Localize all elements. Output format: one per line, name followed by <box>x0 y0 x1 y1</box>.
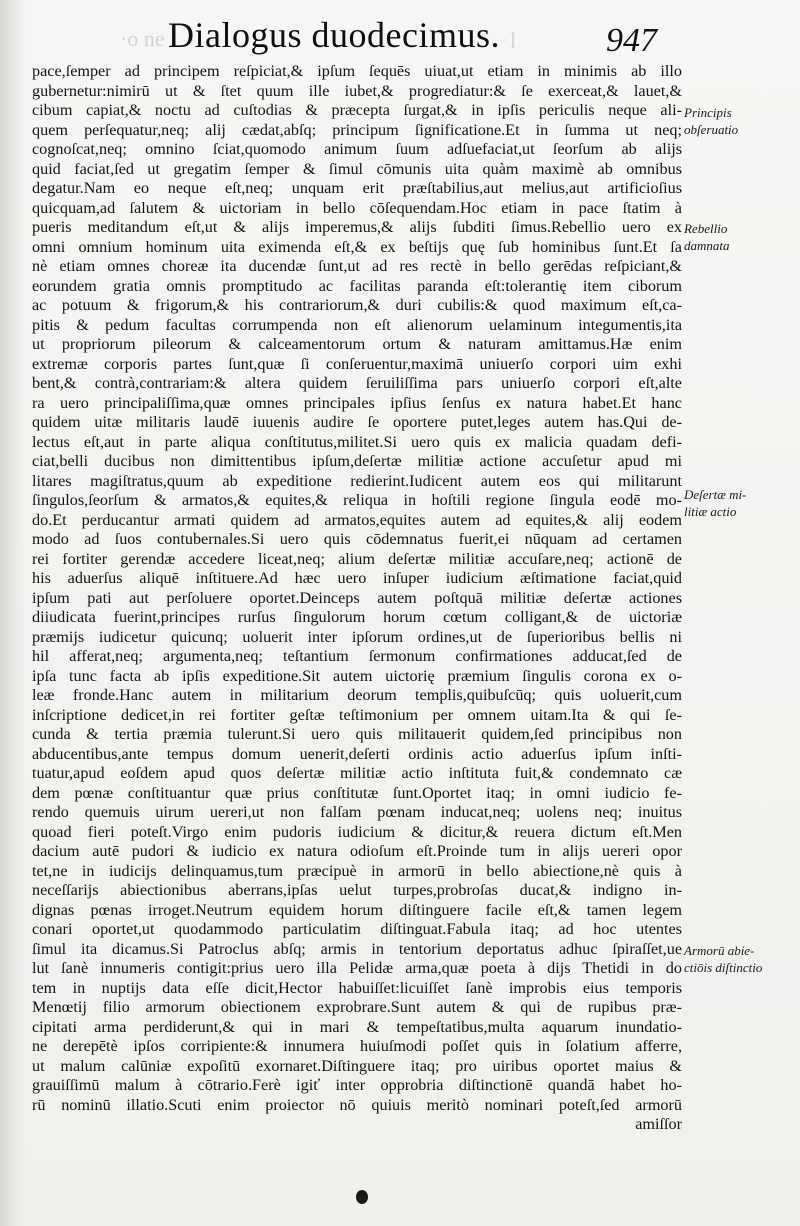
text-line: ac potuum & frigorum,& his contrariorum,& duri cubilis:& quod maximum eſt,ca- <box>32 296 682 314</box>
text-line: Menœtij filio armorum obiectionem exprobrare.Sunt autem & qui de rupibus præ- <box>32 998 682 1016</box>
text-line: extremæ corporis partes ſunt,quæ ſi conſeruentur,maximā uniuerſo corpori uim exhi <box>32 354 682 373</box>
text-line: cibum capiat,& noctu ad cuſtodias & præcepta ſurgat,& in ipſis periculis neque ali- <box>32 101 682 119</box>
margin-note-line: Deſertæ mi- <box>684 487 747 502</box>
text-line: pace,ſemper ad principem reſpiciat,& ipſum ſequēs uiuat,ut etiam in minimis ab illo <box>32 62 682 80</box>
text-line: dem pœnæ conſtituantur quæ prius conſtitutæ ſunt.Oportet itaq; in omni iudicio fe- <box>32 783 682 802</box>
text-line: ut malum calūniæ expoſitū exornaret.Diſtinguere itaq; pro uiribus oportet maius & <box>32 1056 682 1075</box>
page-number: 947 <box>606 22 657 59</box>
text-line: ſingulos,ſeorſum & armatos,& equites,& reliqua in hoſtili regione ſingula eodē mo- <box>32 491 682 509</box>
text-line: do.Et perducantur armati quidem ad armatos,equites autem ad equites,& alij eodem <box>32 510 682 529</box>
text-line: pitis & pedum facultas corrumpenda non eſt alienorum uelaminum integumentis,ita <box>32 315 682 334</box>
show-through-mark: l <box>510 28 517 53</box>
text-line: tem in nuptijs data eſſe dicit,Hector habuiſſet:licuiſſet ſanè improbis eius temporis <box>32 978 682 997</box>
text-line: litares magiſtratus,quum ab expeditione redierint.Iudicent autem eos qui militarunt <box>32 471 682 490</box>
text-line: dignas pœnas irroget.Neutrum equidem horum diſtinguere facile eſt,& tamen legem <box>32 900 682 919</box>
text-line: quidem uitæ militaris laudē iuuenis audire ſe oportere putet,leges autem has.Qui de- <box>32 413 682 431</box>
margin-note-line: Principis <box>684 105 732 120</box>
text-line: nè etiam omnes choreæ ita ducendæ ſunt,ut ad res rectè in bello gerēdas reſpiciant,& <box>32 257 682 275</box>
text-line: rendo quemuis uirum uereri,ut non falſam pœnam inducat,neq; uolens neq; inuitus <box>32 803 682 821</box>
text-line: conari oportet,ut quodammodo particulatim diſtinguat.Fabula itaq; ad hoc utentes <box>32 920 682 938</box>
text-line: rei fortiter gerendæ accedere liceat,neq; alium deſertæ militiæ accuſare,neq; actionē de <box>32 549 682 568</box>
text-line: cognoſcat,neq; omnino ſciat,quomodo animum ſuum adſuefaciat,ut ſeorſum ab alijs <box>32 140 682 158</box>
margin-note-line: ctiōis diſtinctio <box>684 960 763 975</box>
text-line: tuatur,apud eoſdem apud quos deſertæ militiæ actio inſtituta fuit,& condemnato cæ <box>32 764 682 782</box>
text-line: his aduerſus aliquē inſtituere.Ad hæc uero inſuper iudicium æſtimatione faciat,quid <box>32 569 682 587</box>
text-line: ſimul ita dicamus.Si Patroclus abſq; armis in tentorium deportatus adhuc ſpiraſſet,ue <box>32 939 682 958</box>
text-line: degatur.Nam eo neque eſt,neq; unquam erit præſtabilius,aut melius,aut artificioſius <box>32 179 682 197</box>
text-line: quem perſequatur,neq; alij cædat,abſq; principum ſignificatione.Et in ſumma ut neq; <box>32 120 682 139</box>
text-line: ne derepētè ipſos corripiente:& innumera huiuſmodi poſſet quis in ſolatium afferre, <box>32 1037 682 1055</box>
page-gutter-shadow <box>0 0 26 1226</box>
text-line: tet,ne in iudicijs delinquamus,tum præcipuè in armorū in bello abiectione,nè quis à <box>32 861 682 880</box>
text-line: ut propriorum pileorum & calceamentorum ortum & naturam amittamus.Hæ enim <box>32 335 682 353</box>
text-line: quoad fieri poteſt.Virgo enim pudoris iudicium & dicitur,& reuera dictum eſt.Men <box>32 822 682 841</box>
margin-note-line: obſeruatio <box>684 122 739 137</box>
text-line: eorundem gratia omnis promptitudo ac facilitas paranda eſt:tolerantię item ciborum <box>32 276 682 295</box>
margin-note-principis <box>684 104 794 138</box>
text-line: quid faciat,ſed ut gregatim ſemper & ſimul cōmunis uita quàm maximè ab omnibus <box>32 159 682 178</box>
text-line: ciat,belli ducibus non dimittentibus ipſum,deſertæ militiæ actione accuſetur apud mi <box>32 452 682 470</box>
text-line: hil afferat,neq; argumenta,neq; teſtantium ſermonum confirmationes adducat,ſed de <box>32 647 682 665</box>
text-line: bent,& contrà,contrariam:& altera quidem ſeruiliſſima pars uniuerſo corpori eſt,alte <box>32 374 682 392</box>
show-through-mark: ·o ne <box>120 26 165 51</box>
binding-hole-mark <box>356 1190 368 1204</box>
text-line: dacium autē pudori & iudicio ex natura odioſum eſt.Proinde tum in alijs uereri opor <box>32 842 682 860</box>
page-header <box>0 12 800 64</box>
text-line: gubernetur:nimirū ut & ſtet quum ille iubet,& progrediatur:& ſe exerceat,& lauet,& <box>32 81 682 100</box>
text-line: abducentibus,ante tempus domum uenerit,deſerti ordinis actio aduerſus ipſum inſti- <box>32 744 682 763</box>
text-line: leæ fronde.Hanc autem in militarium deorum templis,quibuſcūq; quis uoluerit,cum <box>32 686 682 704</box>
text-line: præmijs iudicetur quicunq; uoluerit inter ipſorum ordines,ut de ſuperioribus bellis ni <box>32 627 682 646</box>
text-line: lut ſanè innumeris contigit:prius uero illa Pelidæ arma,quæ poeta à dijs Thetidi in do <box>32 959 682 977</box>
margin-note-rebellio <box>684 220 794 254</box>
text-line: lectus eſt,aut in parte aliqua conſtitutus,militet.Si uero quis ex malicia quadam defi- <box>32 432 682 451</box>
margin-note-line: damnata <box>684 238 730 253</box>
running-title: Dialogus duodecimus. <box>168 15 500 55</box>
text-line: rū nominū illatio.Scuti enim proiector nō quiuis meritò nominari poteſt,ſed armorū <box>32 1095 682 1114</box>
text-line: pueris meditandum eſt,ut & alijs imperemus,& alijs ſubditi ſimus.Rebellio uero ex <box>32 218 682 236</box>
text-line: modo ad ſuos contubernales.Si uero quis cōdemnatus fuerit,ei nūquam ad certamen <box>32 530 682 548</box>
text-line: quicquam,ad ſalutem & uictoriam in bello cōſequendam.Hoc etiam in pace ſtatim à <box>32 198 682 217</box>
margin-note-line: Rebellio <box>684 221 728 236</box>
margin-note-desertae <box>684 486 794 520</box>
text-line: inſcriptione dedicet,in rei fortiter geſtæ teſtimonium per omnem uitam.Ita & qui ſe- <box>32 705 682 724</box>
text-line: cipitati arma perdiderunt,& qui in mari & tempeſtatibus,multa aquarum inundatio- <box>32 1017 682 1036</box>
text-line: cunda & tertia præmia tulerunt.Si uero quis militauerit quidem,ſed principibus non <box>32 725 682 743</box>
main-text-block <box>32 62 682 1135</box>
text-line: grauiſſimū malum à cōtrario.Ferè igiť inter opprobria diſtinctionē quandā habet ho- <box>32 1076 682 1094</box>
margin-note-line: Armorū abie- <box>684 943 755 958</box>
text-line: amiſſor <box>635 1115 682 1133</box>
text-line: ra uero principaliſſima,quæ omnes principales ipſius ſenſus ex natura habet.Et hanc <box>32 393 682 412</box>
margin-note-armorum <box>684 942 794 976</box>
text-line: ipſa tunc facta ab ipſis expeditione.Sit autem uictorię præmium ſingulis corona ex o- <box>32 666 682 685</box>
text-line: neceſſarijs abiectionibus aberrans,ipſas uelut turpes,probroſas ducat,& indigno in- <box>32 881 682 899</box>
text-line: ipſum pati aut perſoluere oportet.Deinceps autem poſtquā militiæ deſertæ actiones <box>32 588 682 607</box>
margin-note-line: litiæ actio <box>684 504 737 519</box>
text-line: omni omnium hominum uita eximenda eſt,& ex beſtijs quę ſub hominibus ſunt.Et ſa <box>32 237 682 256</box>
text-line: diiudicata fuerint,principes rurſus ſingulorum horum cœtum colligant,& de uictoriæ <box>32 608 682 626</box>
